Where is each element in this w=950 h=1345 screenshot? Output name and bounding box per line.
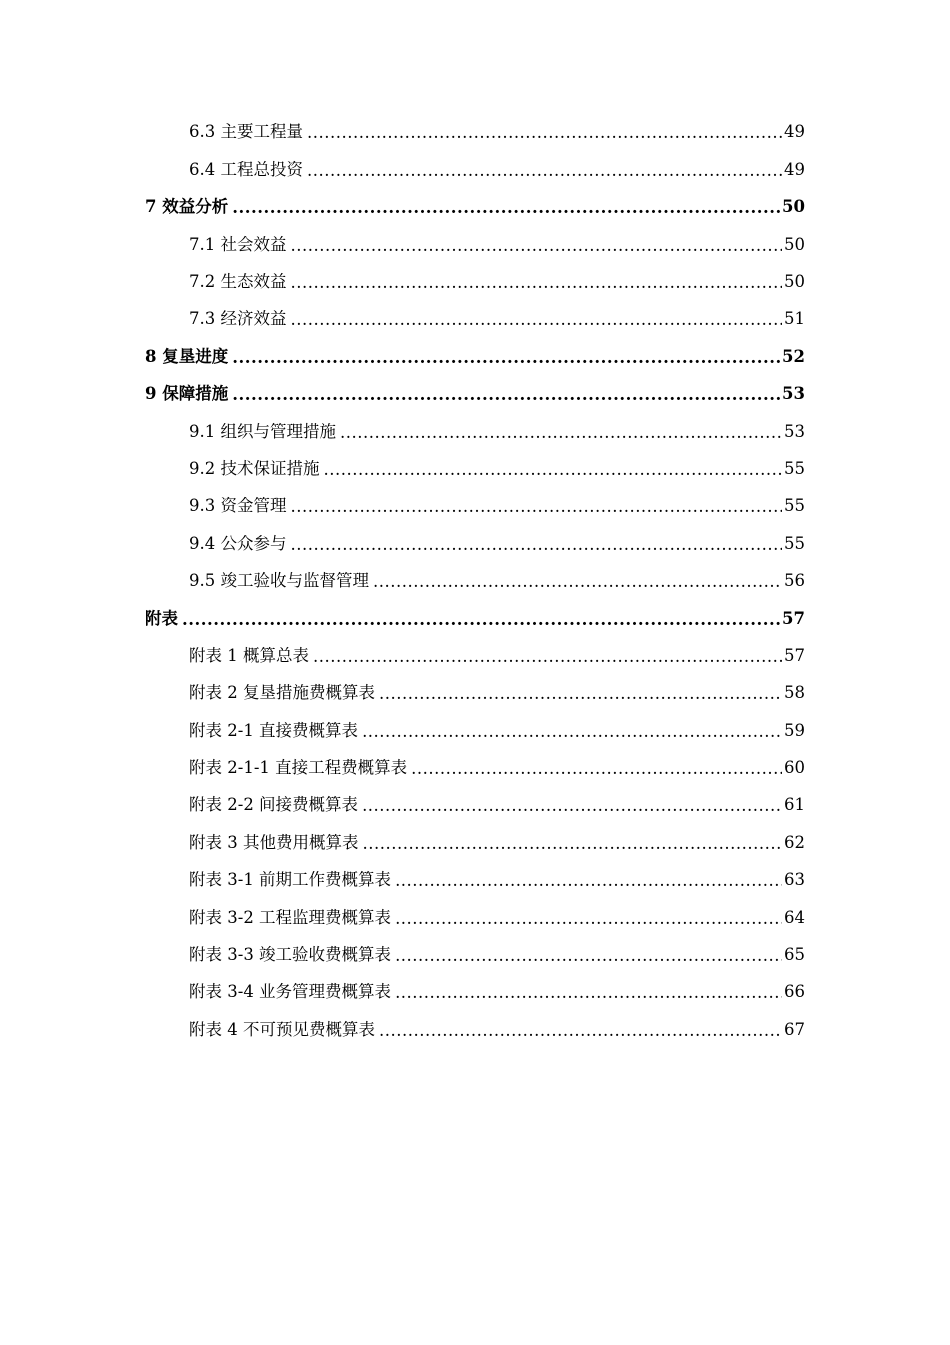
toc-entry-label: 附表 4 不可预见费概算表 — [189, 1019, 375, 1039]
toc-entry-7[interactable] — [0, 189, 950, 226]
toc-entry-label: 9.3 资金管理 — [189, 496, 287, 516]
toc-entry-label: 9.2 技术保证措施 — [189, 458, 320, 478]
toc-entry-label: 7.2 生态效益 — [189, 272, 287, 291]
toc-entry-label: 附表 2-1-1 直接工程费概算表 — [189, 758, 408, 778]
toc-page-number: 53 — [784, 421, 805, 441]
toc-entry-9-3[interactable] — [0, 488, 950, 525]
toc-dot-leader — [232, 200, 780, 217]
toc-entry-label: 7.3 经济效益 — [189, 309, 287, 329]
toc-entry-label: 9.1 组织与管理措施 — [189, 421, 336, 441]
toc-entry-appendix-2-1[interactable] — [0, 712, 950, 749]
toc-entry-label: 附表 3-4 业务管理费概算表 — [189, 982, 392, 1002]
toc-dot-leader — [291, 275, 783, 292]
toc-dot-leader — [411, 761, 782, 778]
toc-dot-leader — [373, 574, 782, 591]
toc-page-number: 55 — [784, 533, 805, 553]
toc-entry-label: 附表 — [145, 608, 178, 628]
toc-dot-leader — [340, 425, 782, 442]
toc-page-number: 65 — [784, 945, 805, 965]
toc-entry-appendix-3-3[interactable] — [0, 937, 950, 974]
toc-entry-9-1[interactable] — [0, 413, 950, 450]
toc-dot-leader — [379, 1023, 782, 1040]
toc-page-number: 57 — [784, 645, 805, 665]
toc-page-number: 56 — [784, 571, 805, 591]
toc-entry-appendix-2-2[interactable] — [0, 787, 950, 824]
toc-dot-leader — [182, 612, 780, 629]
toc-dot-leader — [395, 873, 782, 890]
toc-dot-leader — [395, 948, 782, 965]
toc-entry-appendix-4[interactable] — [0, 1011, 950, 1048]
toc-entry-label: 6.4 工程总投资 — [189, 159, 303, 179]
toc-entry-label: 6.3 主要工程量 — [189, 122, 303, 142]
toc-dot-leader — [395, 911, 782, 928]
toc-page-number: 58 — [784, 683, 805, 703]
toc-page-number: 52 — [782, 346, 805, 366]
toc-entry-label: 附表 2-2 间接费概算表 — [189, 795, 359, 815]
toc-dot-leader — [232, 350, 780, 367]
toc-entry-6-3[interactable] — [0, 114, 950, 151]
toc-dot-leader — [307, 163, 782, 180]
toc-entry-label: 9 保障措施 — [145, 384, 229, 404]
toc-entry-9-2[interactable] — [0, 451, 950, 488]
toc-page-number: 55 — [784, 458, 805, 478]
toc-entry-9[interactable] — [0, 376, 950, 413]
toc-dot-leader — [291, 312, 783, 329]
toc-entry-9-5[interactable] — [0, 563, 950, 600]
toc-entry-label: 7.1 社会效益 — [189, 234, 287, 254]
toc-page-number: 67 — [784, 1019, 805, 1039]
toc-page-number: 61 — [784, 795, 805, 815]
toc-entry-label: 9.4 公众参与 — [189, 533, 287, 553]
toc-page-number: 50 — [784, 272, 805, 291]
toc-entry-7-1[interactable] — [0, 226, 950, 263]
toc-entry-6-4[interactable] — [0, 151, 950, 188]
toc-entry-appendix-3-1[interactable] — [0, 862, 950, 899]
toc-entry-appendix-2-1-1[interactable] — [0, 750, 950, 787]
toc-page-number: 62 — [784, 832, 805, 852]
toc-entry-label: 8 复垦进度 — [145, 346, 229, 366]
toc-page-number: 59 — [784, 720, 805, 740]
toc-dot-leader — [232, 387, 780, 404]
toc-entry-7-3[interactable] — [0, 301, 950, 338]
toc-page-number: 60 — [784, 758, 805, 778]
toc-page-number: 63 — [784, 870, 805, 890]
toc-entry-appendix[interactable] — [0, 600, 950, 637]
toc-entry-appendix-3-2[interactable] — [0, 899, 950, 936]
table-of-contents — [0, 114, 950, 1049]
toc-entry-label: 附表 1 概算总表 — [189, 645, 309, 665]
toc-entry-label: 附表 2-1 直接费概算表 — [189, 720, 359, 740]
toc-entry-label: 附表 3-2 工程监理费概算表 — [189, 907, 392, 927]
toc-page-number: 50 — [782, 197, 805, 217]
toc-entry-appendix-2[interactable] — [0, 675, 950, 712]
toc-dot-leader — [362, 724, 782, 741]
toc-dot-leader — [291, 499, 783, 516]
toc-dot-leader — [307, 125, 782, 142]
toc-page-number: 55 — [784, 496, 805, 516]
toc-page-number: 66 — [784, 982, 805, 1002]
toc-dot-leader — [395, 985, 782, 1002]
toc-page-number: 53 — [782, 384, 805, 404]
toc-dot-leader — [362, 798, 782, 815]
toc-page-number: 49 — [784, 159, 805, 179]
toc-page-number: 49 — [784, 122, 805, 142]
toc-entry-label: 附表 2 复垦措施费概算表 — [189, 683, 375, 703]
toc-dot-leader — [324, 462, 783, 479]
toc-entry-label: 9.5 竣工验收与监督管理 — [189, 571, 369, 591]
toc-entry-appendix-3[interactable] — [0, 824, 950, 861]
toc-entry-7-2[interactable] — [0, 264, 950, 301]
toc-entry-label: 7 效益分析 — [145, 197, 229, 217]
toc-page-number: 57 — [782, 608, 805, 628]
toc-page-number: 50 — [784, 234, 805, 254]
toc-page-number: 64 — [784, 907, 805, 927]
toc-entry-8[interactable] — [0, 338, 950, 375]
toc-dot-leader — [363, 836, 783, 853]
toc-dot-leader — [379, 686, 782, 703]
toc-dot-leader — [291, 238, 783, 255]
toc-entry-appendix-3-4[interactable] — [0, 974, 950, 1011]
toc-dot-leader — [313, 649, 782, 666]
toc-entry-label: 附表 3-1 前期工作费概算表 — [189, 870, 392, 890]
toc-entry-label: 附表 3-3 竣工验收费概算表 — [189, 945, 392, 965]
toc-dot-leader — [291, 537, 783, 554]
toc-entry-appendix-1[interactable] — [0, 637, 950, 674]
toc-entry-label: 附表 3 其他费用概算表 — [189, 832, 359, 852]
toc-page-number: 51 — [784, 309, 805, 329]
toc-entry-9-4[interactable] — [0, 525, 950, 562]
